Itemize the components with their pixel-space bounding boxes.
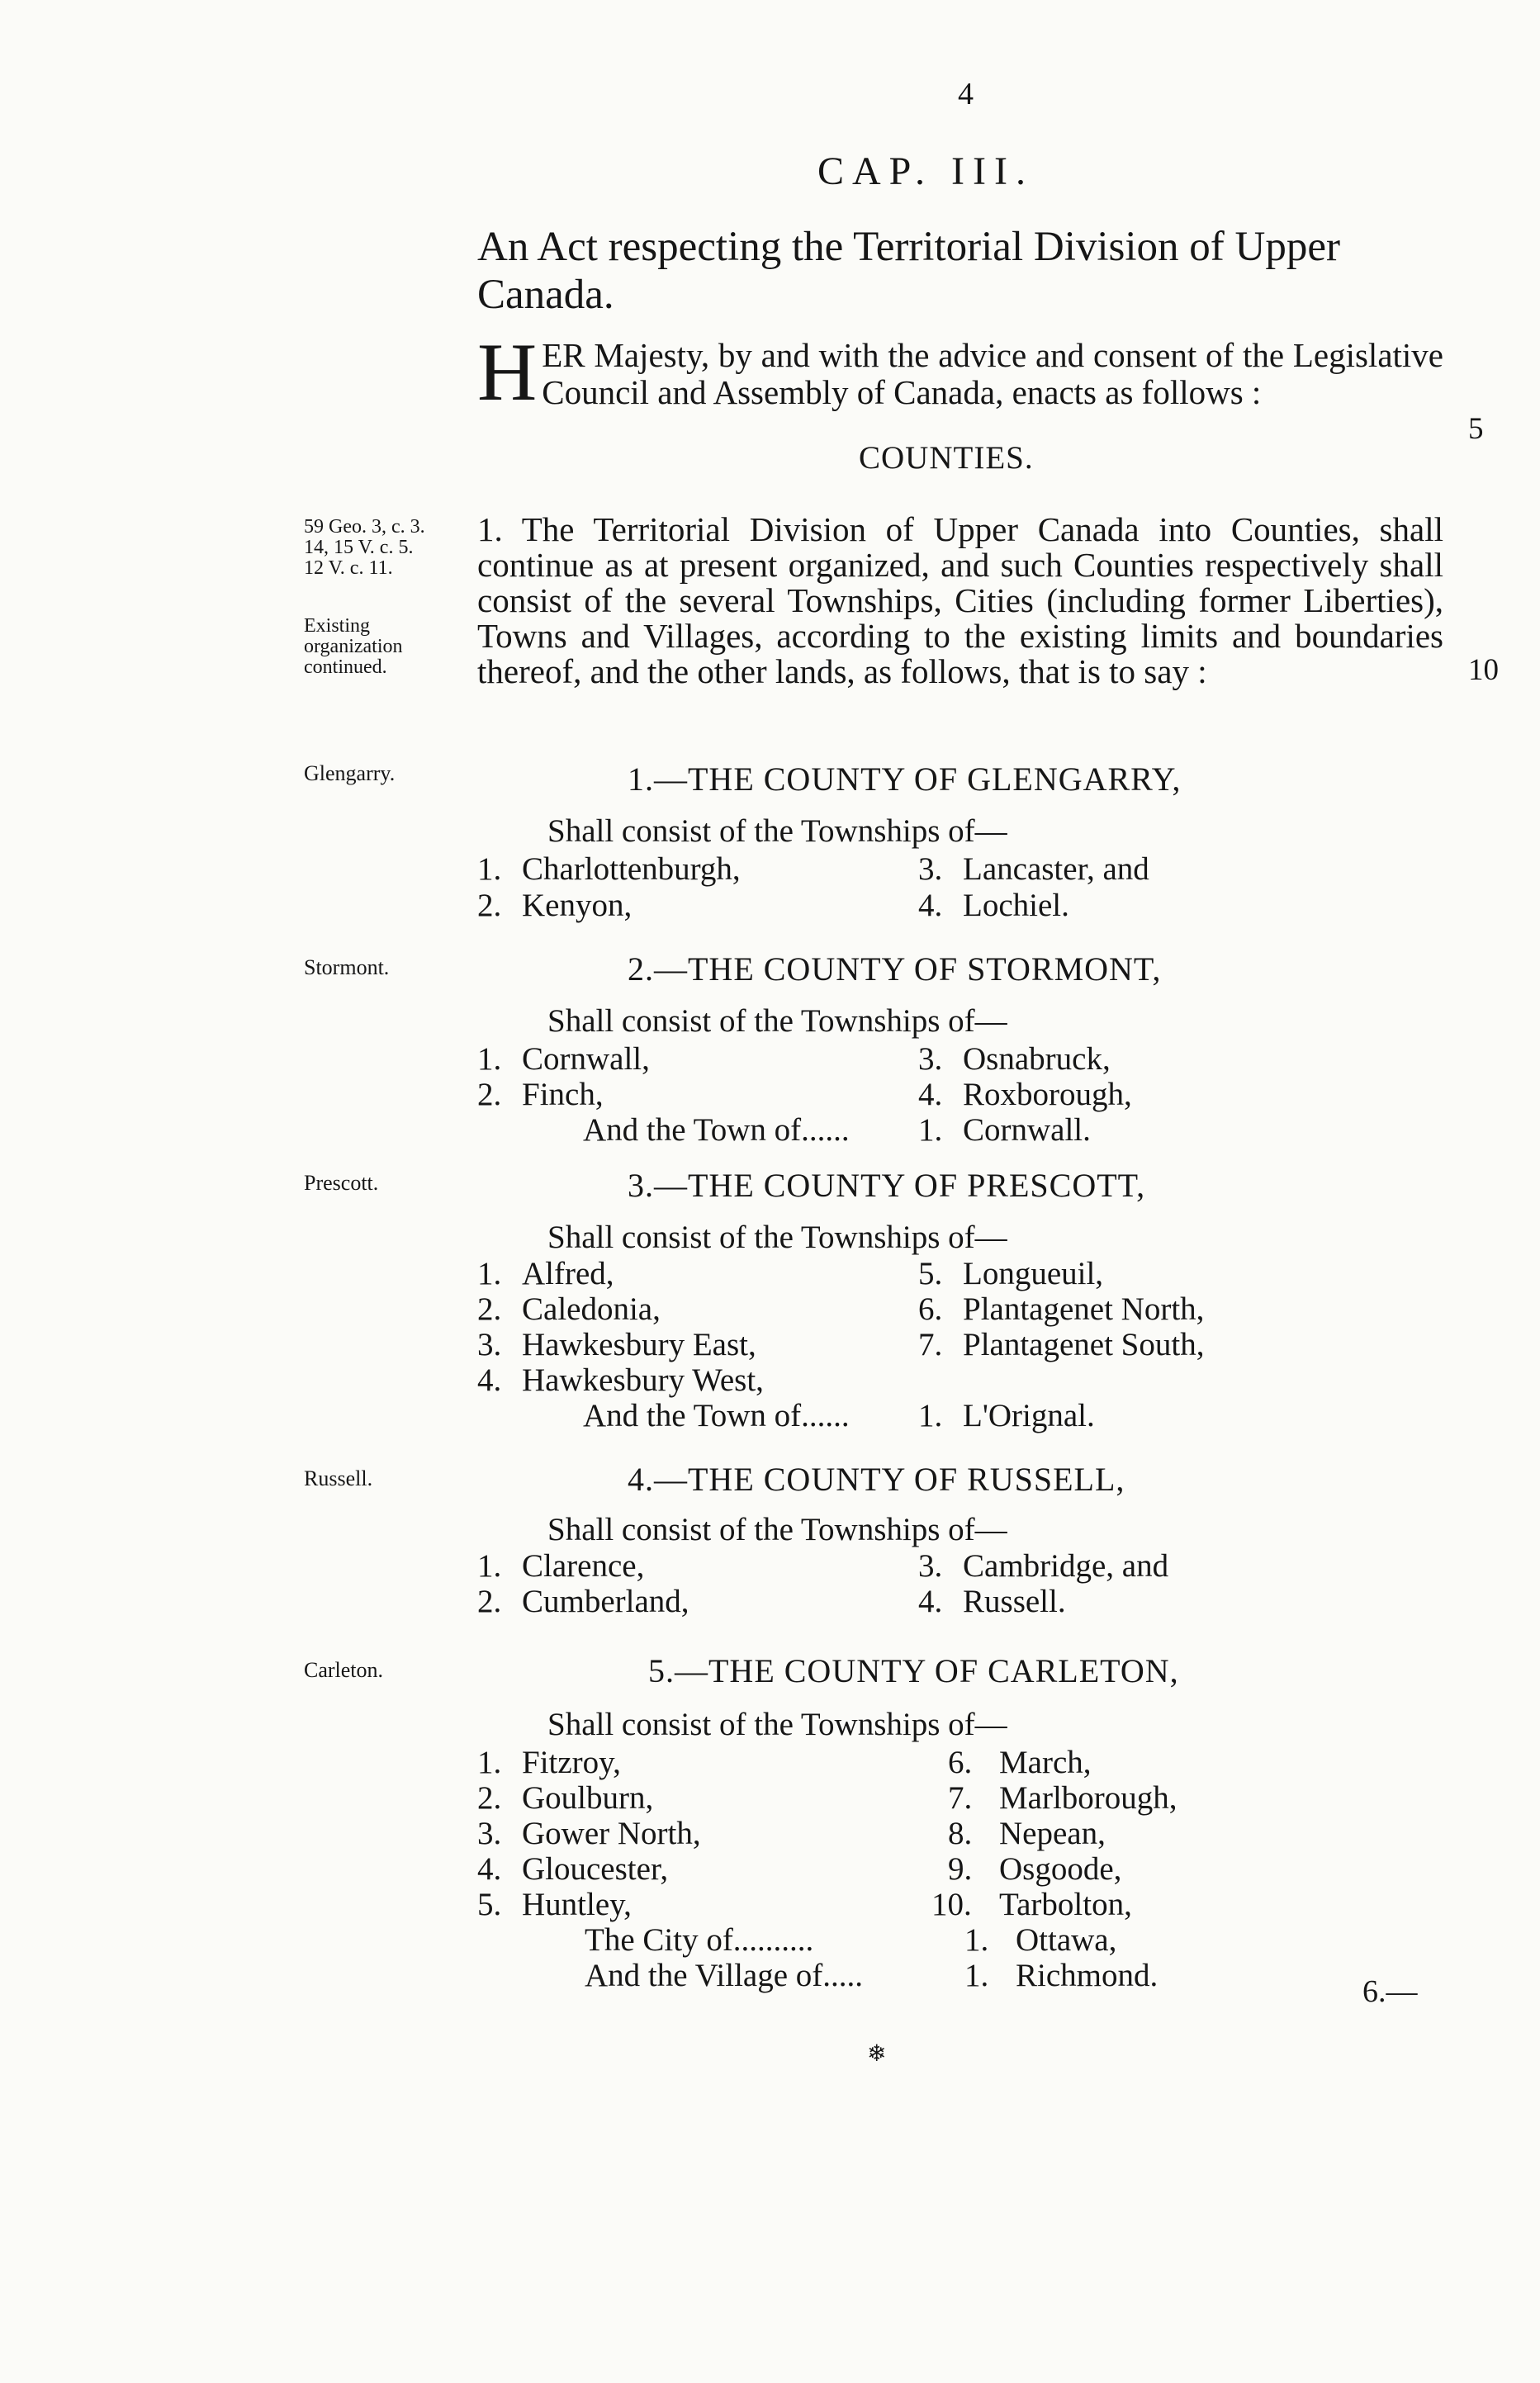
township-entry: 2. Caledonia, xyxy=(477,1291,661,1327)
city-name: 1. Ottawa, xyxy=(964,1922,1117,1958)
margin-statute: 14, 15 V. c. 5. xyxy=(304,537,414,558)
township-entry: 2. Kenyon, xyxy=(477,888,633,923)
township-entry: 4. Lochiel. xyxy=(918,888,1069,923)
line-number-5: 5 xyxy=(1468,412,1484,446)
section-1: 1. The Territorial Division of Upper Canada into Counties, shall continue as at present organized, and such Counties respectively shall consist of the several Townships, Cities (including former Liberties), Towns and Villages, according to the existing limits and boundaries thereof, and the other lands, as follows, that is to say : xyxy=(477,510,1443,690)
county-heading: 3.—THE COUNTY OF PRESCOTT, xyxy=(628,1167,1146,1204)
town-name: 1. L'Orignal. xyxy=(918,1398,1095,1433)
county-subhead: Shall consist of the Townships of— xyxy=(547,813,1007,849)
township-entry: 1. Fitzroy, xyxy=(477,1745,621,1780)
page-number: 4 xyxy=(958,77,974,111)
margin-county-name: Stormont. xyxy=(304,955,390,979)
county-heading: 2.—THE COUNTY OF STORMONT, xyxy=(628,950,1162,988)
margin-county-name: Glengarry. xyxy=(304,761,396,785)
township-entry: 1. Alfred, xyxy=(477,1256,614,1291)
county-heading: 1.—THE COUNTY OF GLENGARRY, xyxy=(628,760,1182,798)
township-entry: 4. Russell. xyxy=(918,1584,1066,1619)
catchword: 6.— xyxy=(1362,1974,1418,2009)
township-entry: 8. Nepean, xyxy=(948,1816,1106,1851)
county-subhead: Shall consist of the Townships of— xyxy=(547,1003,1007,1039)
village-name: 1. Richmond. xyxy=(964,1958,1159,1993)
township-entry: 3. Cambridge, and xyxy=(918,1548,1169,1584)
county-subhead: Shall consist of the Townships of— xyxy=(547,1512,1007,1547)
village-entry: And the Village of..... xyxy=(585,1958,864,1993)
township-entry: 10. Tarbolton, xyxy=(931,1887,1132,1922)
enacting-text: ER Majesty, by and with the advice and consent of the Legislative Council and Assembly of Canada, enacts as follows : xyxy=(542,336,1443,411)
township-entry: 5. Huntley, xyxy=(477,1887,632,1922)
township-entry: 7. Plantagenet South, xyxy=(918,1327,1205,1362)
drop-cap: H xyxy=(477,326,538,418)
margin-statute: 59 Geo. 3, c. 3. xyxy=(304,516,425,538)
ornament-icon: ❄ xyxy=(867,2041,887,2067)
township-entry: 3. Lancaster, and xyxy=(918,851,1149,887)
act-title: An Act respecting the Territorial Division of Upper Canada. xyxy=(477,224,1340,318)
township-entry: 1. Cornwall, xyxy=(477,1041,650,1077)
town-name: 1. Cornwall. xyxy=(918,1112,1091,1148)
township-entry: 2. Cumberland, xyxy=(477,1584,689,1619)
margin-county-name: Carleton. xyxy=(304,1658,384,1682)
town-entry: And the Town of...... xyxy=(583,1112,850,1148)
city-entry: The City of.......... xyxy=(585,1922,814,1958)
margin-county-name: Russell. xyxy=(304,1466,373,1490)
township-entry: 4. Gloucester, xyxy=(477,1851,669,1887)
county-heading: 5.—THE COUNTY OF CARLETON, xyxy=(648,1652,1179,1689)
township-entry: 3. Osnabruck, xyxy=(918,1041,1111,1077)
town-entry: And the Town of...... xyxy=(583,1398,850,1433)
township-entry: 4. Hawkesbury West, xyxy=(477,1362,764,1398)
enacting-clause xyxy=(477,326,1443,418)
township-entry: 7. Marlborough, xyxy=(948,1780,1178,1816)
county-subhead: Shall consist of the Townships of— xyxy=(547,1220,1007,1255)
township-entry: 6. March, xyxy=(948,1745,1092,1780)
township-entry: 3. Hawkesbury East, xyxy=(477,1327,756,1362)
county-subhead: Shall consist of the Townships of— xyxy=(547,1707,1007,1742)
township-entry: 3. Gower North, xyxy=(477,1816,701,1851)
township-entry: 1. Charlottenburgh, xyxy=(477,851,741,887)
township-entry: 6. Plantagenet North, xyxy=(918,1291,1205,1327)
margin-statute: 12 V. c. 11. xyxy=(304,557,393,579)
margin-existing-organization: Existing organization continued. xyxy=(304,615,403,678)
line-number-10: 10 xyxy=(1468,653,1499,687)
township-entry: 9. Osgoode, xyxy=(948,1851,1122,1887)
chapter-heading: CAP. III. xyxy=(817,149,1035,193)
margin-statutes xyxy=(304,517,469,579)
township-entry: 2. Goulburn, xyxy=(477,1780,654,1816)
township-entry: 1. Clarence, xyxy=(477,1548,645,1584)
township-entry: 5. Longueuil, xyxy=(918,1256,1104,1291)
counties-heading: COUNTIES. xyxy=(859,440,1034,476)
township-entry: 4. Roxborough, xyxy=(918,1077,1132,1112)
county-heading: 4.—THE COUNTY OF RUSSELL, xyxy=(628,1461,1125,1498)
margin-county-name: Prescott. xyxy=(304,1171,379,1195)
township-entry: 2. Finch, xyxy=(477,1077,604,1112)
